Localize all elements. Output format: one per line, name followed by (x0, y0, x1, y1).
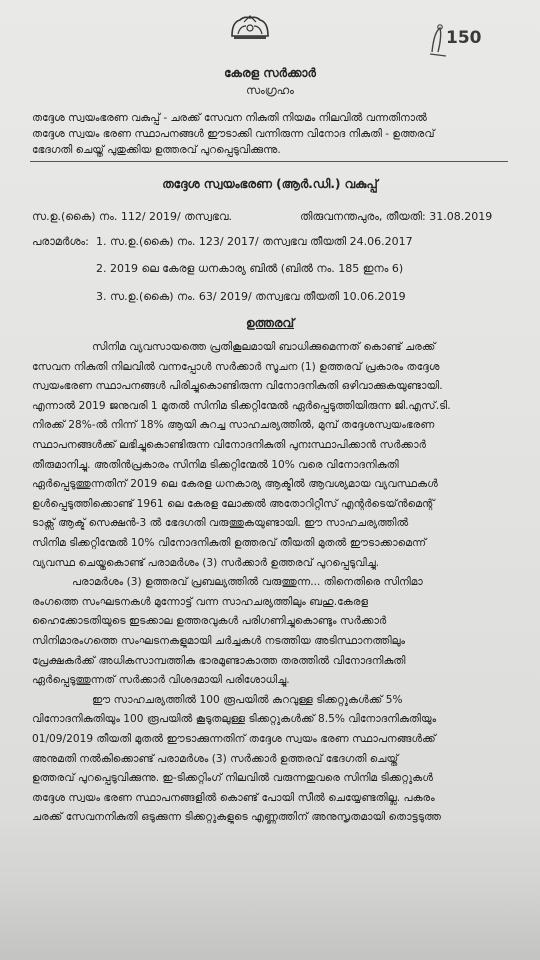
body-line: പ്രേക്ഷകർക്ക് അധികസാമ്പത്തിക ഭാരമുണ്ടാകാത്ത തരത്തിൽ വിനോദനികുതി (32, 654, 406, 667)
state-emblem-icon (228, 12, 272, 42)
body-line: അനുമതി നൽകിക്കൊണ്ട് പരാമർശം (3) സർക്കാർ ഉത്തരവ് ഭേദഗതി ചെയ്ത് (32, 752, 399, 765)
body-line: ഏർപ്പെടുത്തുന്നത് സർക്കാർ വിശദമായി പരിശോധിച്ചു. (32, 674, 290, 687)
body-line: ഏർപ്പെടുത്തുന്നതിന് 2019 ലെ കേരള ധനകാര്യ ആക്ടിൽ ആവശ്യമായ വ്യവസ്ഥകൾ (32, 478, 438, 491)
divider (30, 161, 508, 162)
body-line: ഉൾപ്പെടുത്തിക്കൊണ്ട് 1961 ലെ കേരള ലോക്കൽ അതോറിറ്റീസ് എന്റർടെയ്ൻമെന്റ് (32, 497, 435, 510)
summary-label: സംഗ്രഹം (246, 84, 294, 97)
body-line: പരാമർശം (3) ഉത്തരവ് പ്രബല്യത്തിൽ വരുത്തുന്ന... തിനെതിരെ സിനിമാ (72, 576, 423, 589)
body-line: സിനിമ വ്യവസായത്തെ പ്രതികൂലമായി ബാധിക്കുമെന്നത് കൊണ്ട് ചരക്ക് (92, 341, 436, 353)
order-place-date: തിരുവനന്തപുരം, തീയതി: 31.08.2019 (300, 210, 493, 223)
body-line: തീരുമാനിച്ചു. അതിൻപ്രകാരം സിനിമ ടിക്കറ്റിന്മേൽ 10% വരെ വിനോദനികുതി (32, 458, 399, 471)
body-line: വ്യവസ്ഥ ചെയ്തുകൊണ്ട് പരാമർശം (3) സർക്കാർ ഉത്തരവ് പുറപ്പെടുവിച്ചു. (32, 556, 380, 569)
body-line: രംഗത്തെ സംഘടനകൾ മുന്നോട്ട് വന്ന സാഹചര്യത്തിലും ബഹു.കേരള (32, 595, 369, 608)
department-heading: തദ്ദേശ സ്വയംഭരണ (ആർ.ഡി.) വകുപ്പ് (162, 177, 378, 191)
body-line: സിനിമ ടിക്കറ്റിന്മേൽ 10% വിനോദനികുതി ഉത്തരവ് തീയതി മുതൽ ഈടാക്കാമെന്ന് (32, 537, 427, 549)
body-line: ചരക്ക് സേവനനികുതി ഒടുക്കുന്ന ടിക്കറ്റുകളുടെ എണ്ണത്തിന് അനുസൃതമായി തൊട്ടടുത്ത (32, 811, 442, 824)
body-line: നിരക്ക് 28%-ൽ നിന്ന് 18% ആയി കുറച്ച സാഹചര്യത്തിൽ, മുമ്പ് തദ്ദേശസ്വയംഭരണ (32, 419, 435, 432)
body-line: സ്ഥാപനങ്ങൾക്ക് ലഭിച്ചുകൊണ്ടിരുന്ന വിനോദനികുതി പുനഃസ്ഥാപിക്കാൻ സർക്കാർ (32, 439, 426, 451)
body-line: സ്വയംഭരണ സ്ഥാപനങ്ങൾ പിരിച്ചുകൊണ്ടിരുന്ന വിനോദനികുതി ഒഴിവാക്കുകയുണ്ടായി. (32, 380, 443, 393)
body-line: എന്നാൽ 2019 ജനുവരി 1 മുതൽ സിനിമ ടിക്കറ്റിന്മേൽ ഏർപ്പെടുത്തിയിരുന്ന ജി.എസ്.ടി. (32, 399, 451, 412)
government-heading: കേരള സർക്കാർ (224, 66, 316, 80)
body-line: 01/09/2019 തീയതി മുതൽ ഈടാക്കുന്നതിന് തദ്ദേശ സ്വയം ഭരണ സ്ഥാപനങ്ങൾക്ക് (32, 733, 436, 745)
body-line: സിനിമാരംഗത്തെ സംഘടനകളുമായി ചർച്ചകൾ നടത്തിയ അടിസ്ഥാനത്തിലും (32, 635, 406, 647)
references-label: പരാമർശം: (32, 235, 89, 248)
logo-number: 150 (446, 28, 482, 48)
order-number: സ.ഉ.(കൈ) നം. 112/ 2019/ തസ്വഭവ. (32, 210, 233, 223)
reference-item: 3. സ.ഉ.(കൈ) നം. 63/ 2019/ തസ്വഭവ തീയതി 10.06.2019 (96, 290, 406, 303)
order-title: ഉത്തരവ് (245, 316, 295, 330)
body-line: ടാക്സ് ആക്ട് സെക്ഷൻ-3 ൽ ഭേദഗതി വരുത്തുകയുണ്ടായി. ഈ സാഹചര്യത്തിൽ (32, 517, 409, 530)
subject-line: തദ്ദേശ സ്വയം ഭരണ സ്ഥാപനങ്ങൾ ഈടാക്കി വന്നിരുന്ന വിനോദ നികുതി - ഉത്തരവ് (32, 128, 435, 140)
subject-line: ഭേദഗതി ചെയ്ത് പുതുക്കിയ ഉത്തരവ് പുറപ്പെടുവിക്കുന്നു. (32, 144, 281, 156)
body-line: ഈ സാഹചര്യത്തിൽ 100 രൂപയിൽ കുറവുള്ള ടിക്കറ്റുകൾക്ക് 5% (92, 693, 403, 706)
body-line: തദ്ദേശ സ്വയം ഭരണ സ്ഥാപനങ്ങളിൽ കൊണ്ട് പോയി സീൽ ചെയ്യേണ്ടതില്ല. പകരം (32, 791, 435, 804)
subject-line: തദ്ദേശ സ്വയംഭരണ വകുപ്പ് - ചരക്ക് സേവന നികുതി നിയമം നിലവിൽ വന്നതിനാൽ (32, 112, 427, 124)
reference-item: 2. 2019 ലെ കേരള ധനകാര്യ ബിൽ (ബിൽ നം. 185 ഇനം 6) (96, 262, 404, 275)
page-fold-area (0, 872, 540, 960)
gandhi-150-logo (428, 22, 482, 58)
body-line: സേവന നികുതി നിലവിൽ വന്നപ്പോൾ സർക്കാർ സൂചന (1) ഉത്തരവ് പ്രകാരം തദ്ദേശ (32, 360, 440, 373)
reference-item: 1. സ.ഉ.(കൈ) നം. 123/ 2017/ തസ്വഭവ തീയതി 24.06.2017 (96, 235, 413, 248)
body-line: ഹൈക്കോടതിയുടെ ഇടക്കാല ഉത്തരവുകൾ പരിഗണിച്ചുകൊണ്ടും സർക്കാർ (32, 615, 387, 628)
body-line: വിനോദനികുതിയും 100 രൂപയിൽ കൂടുതലുള്ള ടിക്കറ്റുകൾക്ക് 8.5% വിനോദനികുതിയും (32, 713, 437, 726)
body-line: ഉത്തരവ് പുറപ്പെടുവിക്കുന്നു. ഇ-ടിക്കറ്റിംഗ് നിലവിൽ വരുന്നതുവരെ സിനിമ ടിക്കറ്റുകൾ (32, 772, 434, 785)
